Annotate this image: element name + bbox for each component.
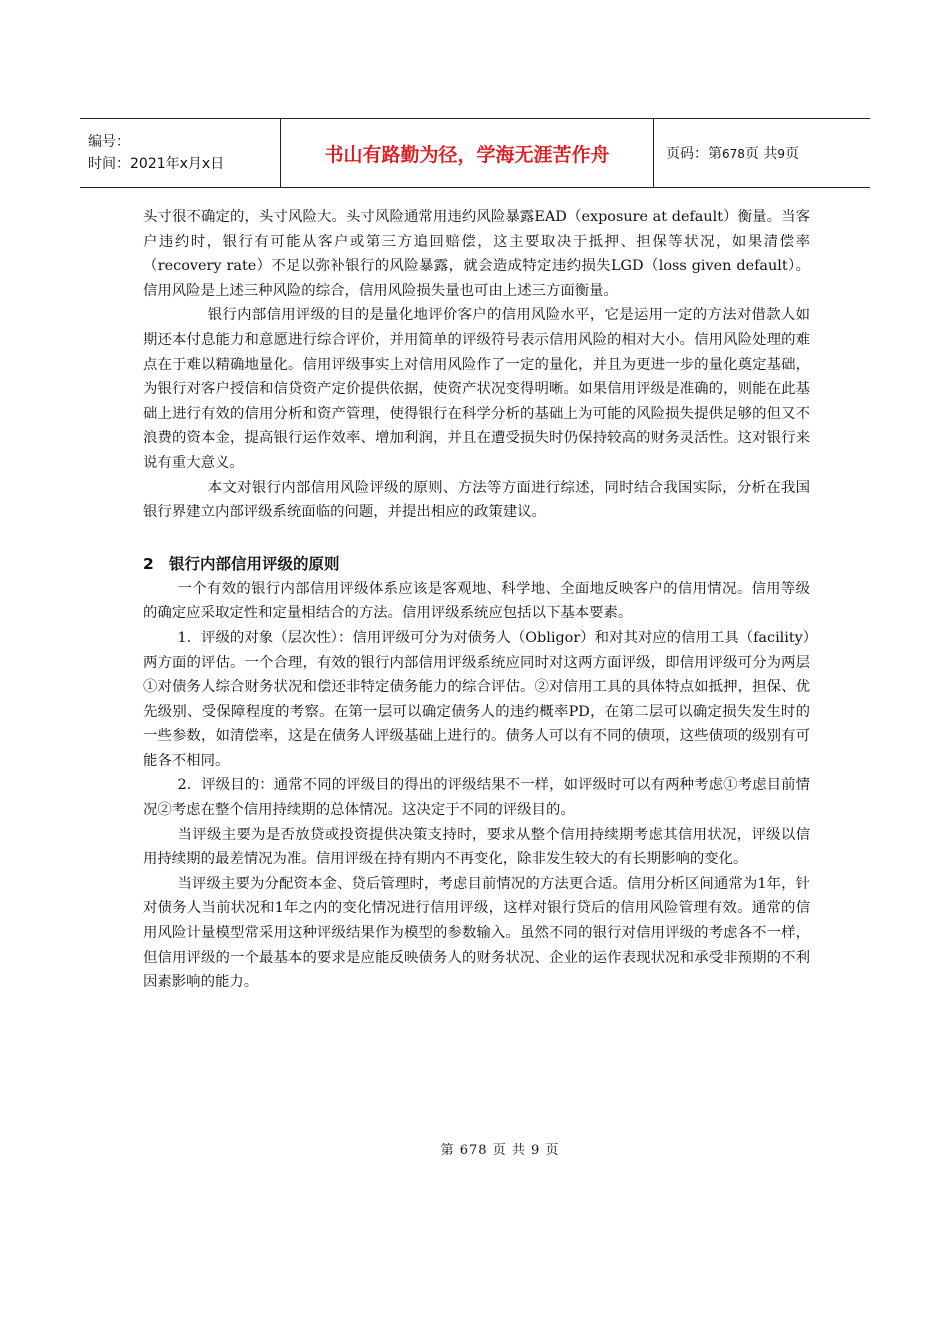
paragraph: 本文对银行内部信用风险评级的原则、方法等方面进行综述，同时结合我国实际，分析在我国银行界建立内部评级系统面临的问题，并提出相应的政策建议。 [143,479,810,521]
paragraph: 1．评级的对象（层次性）：信用评级可分为对债务人（Obligor）和对其对应的信用工具（facility）两方面的评估。一个合理，有效的银行内部信用评级系统应同时对这两方面评级，即信用评级可分为两层①对债务人综合财务状况和偿还非特定债务能力的综合评估。②对信用工具的具体特点如抵押，担保、优先级别、受保障程度的考察。在第一层可以确定债务人的违约概率PD，在第二层可以确定损失发生时的一些参数，如清偿率，这是在债务人评级基础上进行的。债务人可以有不同的债项，这些债项的级别有可能各不相同。 [143,629,810,769]
page-code-mid: 页 共 [744,146,778,162]
header-page-code [654,119,870,187]
header-meta [80,119,281,187]
page-footer: 第 678 页 共 9 页 [440,1143,560,1158]
section-number: 2 [143,554,154,573]
page-code-prefix: 页码：第 [666,146,722,162]
spacer [143,525,810,551]
document-header [80,118,870,188]
paragraph: 当评级主要为分配资本金、贷后管理时，考虑目前情况的方法更合适。信用分析区间通常为1年，针对债务人当前状况和1年之内的变化情况进行信用评级，这样对银行贷后的信用风险管理有效。通常的信用风险计量模型常采用这种评级结果作为模型的参数输入。虽然不同的银行对信用评级的考虑各不一样，但信用评级的一个最基本的要求是应能反映债务人的财务状况、企业的运作表现状况和承受非预期的不利因素影响的能力。 [143,875,810,991]
page-code-total: 9 [777,147,785,161]
section-title: 银行内部信用评级的原则 [169,554,340,573]
page-code-number: 678 [722,147,745,161]
paragraph: 当评级主要为是否放贷或投资提供决策支持时，要求从整个信用持续期考虑其信用状况，评级以信用持续期的最差情况为准。信用评级在持有期内不再变化，除非发生较大的有长期影响的变化。 [143,826,810,868]
date-label: 时间：2021年x月x日 [88,156,225,172]
paragraph: 2．评级目的：通常不同的评级目的得出的评级结果不一样，如评级时可以有两种考虑①考虑目前情况②考虑在整个信用持续期的总体情况。这决定于不同的评级目的。 [143,777,810,819]
section-heading [143,551,810,577]
serial-number-label: 编号： [88,134,130,150]
paragraph: 银行内部信用评级的目的是量化地评价客户的信用风险水平，它是运用一定的方法对借款人如期还本付息能力和意愿进行综合评价，并用简单的评级符号表示信用风险的相对大小。信用风险处理的难点在于难以精确地量化。信用评级事实上对信用风险作了一定的量化，并且为更进一步的量化奠定基础，为银行对客户授信和信贷资产定价提供依据，使资产状况变得明晰。如果信用评级是准确的，则能在此基础上进行有效的信用分析和资产管理，使得银行在科学分析的基础上为可能的风险损失提供足够的但又不浪费的资本金，提高银行运作效率、增加利润，并且在遭受损失时仍保持较高的财务灵活性。这对银行来说有重大意义。 [143,307,810,471]
page-code [666,143,870,163]
paragraph: 头寸很不确定的，头寸风险大。头寸风险通常用违约风险暴露EAD（exposure at default）衡量。当客户违约时，银行有可能从客户或第三方追回赔偿，这主要取决于抵押、担保等状况，如果清偿率（recovery rate）不足以弥补银行的风险暴露，就会造成特定违约损失LGD（loss given default）。信用风险是上述三种风险的综合，信用风险损失量也可由上述三方面衡量。 [143,209,810,299]
motto-text: 书山有路勤为径，学海无涯苦作舟 [324,143,610,166]
paragraph: 一个有效的银行内部信用评级体系应该是客观地、科学地、全面地反映客户的信用情况。信用等级的确定应采取定性和定量相结合的方法。信用评级系统应包括以下基本要素。 [143,580,810,622]
document-body [143,205,810,995]
header-motto [281,119,654,187]
page-code-suffix: 页 [785,146,799,162]
